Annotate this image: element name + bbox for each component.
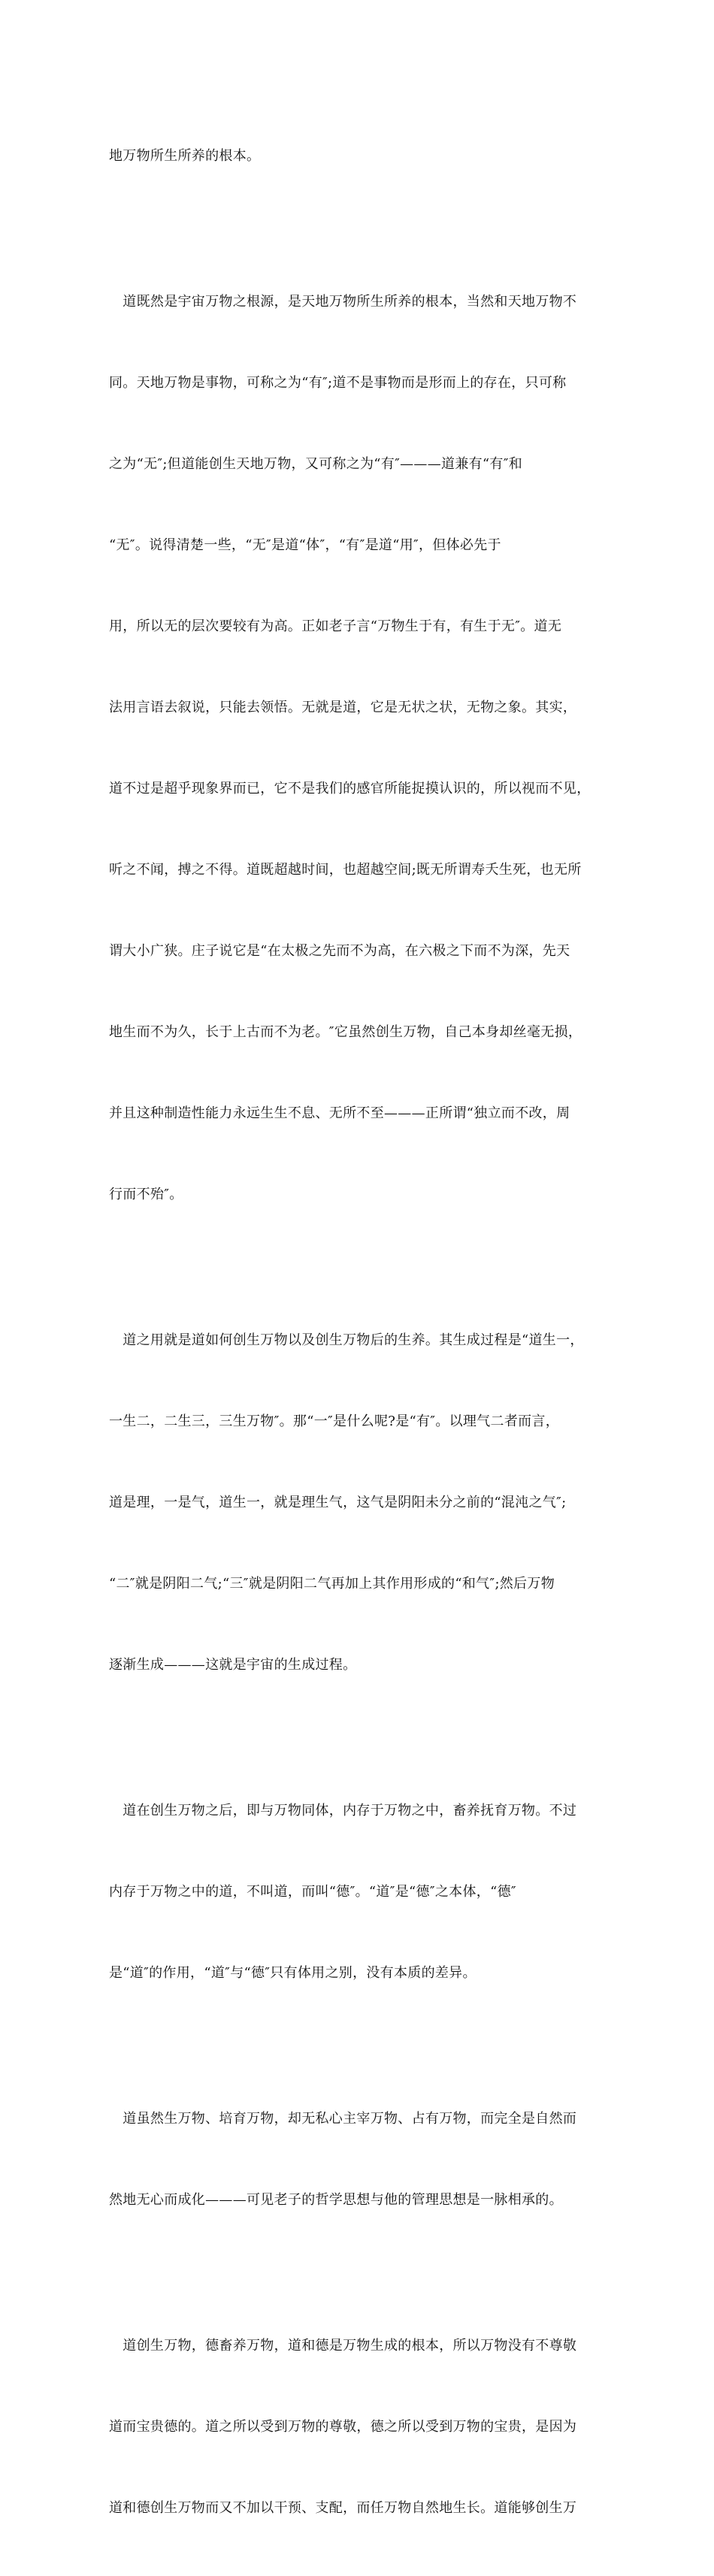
text-line: 内存于万物之中的道，不叫道，而叫“德″。“道″是“德″之本体，“德″ [109,1884,516,1900]
text-line: 然地无心而成化———可见老子的哲学思想与他的管理思想是一脉相承的。 [109,2192,563,2208]
paragraph-4 [109,1743,607,2041]
text-line: 道和德创生万物而又不加以干预、支配，而任万物自然地生长。道能够创生万 [109,2500,577,2516]
paragraph-6 [109,2278,607,2576]
paragraph-2 [109,234,607,1262]
text-line: 道创生万物，德畜养万物，道和德是万物生成的根本，所以万物没有不尊敬 [109,2338,577,2354]
text-line: 道而宝贵德的。道之所以受到万物的尊敬，德之所以受到万物的宝贵，是因为 [109,2419,577,2435]
text-line: 行而不殆″。 [109,1187,183,1202]
text-line: 道是理，一是气，道生一，就是理生气，这气是阴阳未分之前的“混沌之气″; [109,1495,567,1510]
text-line: 道既然是宇宙万物之根源，是天地万物所生所养的根本，当然和天地万物不 [109,294,577,310]
text-line: 听之不闻，搏之不得。道既超越时间，也超越空间;既无所谓寿夭生死，也无所 [109,862,582,878]
text-line: 并且这种制造性能力永远生生不息、无所不至———正所谓“独立而不改，周 [109,1105,570,1121]
text-line: 地生而不为久，长于上古而不为老。″它虽然创生万物，自己本身却丝毫无损， [109,1024,582,1040]
paragraph-1 [109,89,607,224]
text-line: 地万物所生所养的根本。 [109,148,261,164]
text-line: 之为“无″;但道能创生天地万物，又可称之为“有″———道兼有“有″和 [109,456,523,472]
text-line: 道不过是超乎现象界而已，它不是我们的感官所能捉摸认识的，所以视而不见， [109,781,591,797]
text-line: 同。天地万物是事物，可称之为“有″;道不是事物而是形而上的存在，只可称 [109,375,567,391]
paragraph-3 [109,1273,607,1733]
text-line: 一生二，二生三，三生万物″。那“一″是什么呢?是“有″。以理气二者而言， [109,1413,560,1429]
text-line: “二″就是阴阳二气;“三″就是阴阳二气再加上其作用形成的“和气″;然后万物 [109,1576,555,1592]
text-line: 道虽然生万物、培育万物，却无私心主宰万物、占有万物，而完全是自然而 [109,2111,577,2127]
text-line: 是“道″的作用，“道″与“德″只有体用之别，没有本质的差异。 [109,1965,477,1981]
text-line: “无″。说得清楚一些，“无″是道“体″，“有″是道“用″，但体必先于 [109,537,501,553]
text-line: 用，所以无的层次要较有为高。正如老子言“万物生于有，有生于无″。道无 [109,618,562,634]
text-line: 逐渐生成———这就是宇宙的生成过程。 [109,1657,357,1673]
text-line: 法用言语去叙说，只能去领悟。无就是道，它是无状之状，无物之象。其实， [109,700,577,715]
document-body [109,89,607,2576]
paragraph-5 [109,2051,607,2268]
text-line: 道在创生万物之后，即与万物同体，内存于万物之中，畜养抚育万物。不过 [109,1803,577,1819]
text-line: 道之用就是道如何创生万物以及创生万物后的生养。其生成过程是“道生一， [109,1332,584,1348]
text-line: 谓大小广狭。庄子说它是“在太极之先而不为高，在六极之下而不为深，先天 [109,943,570,959]
